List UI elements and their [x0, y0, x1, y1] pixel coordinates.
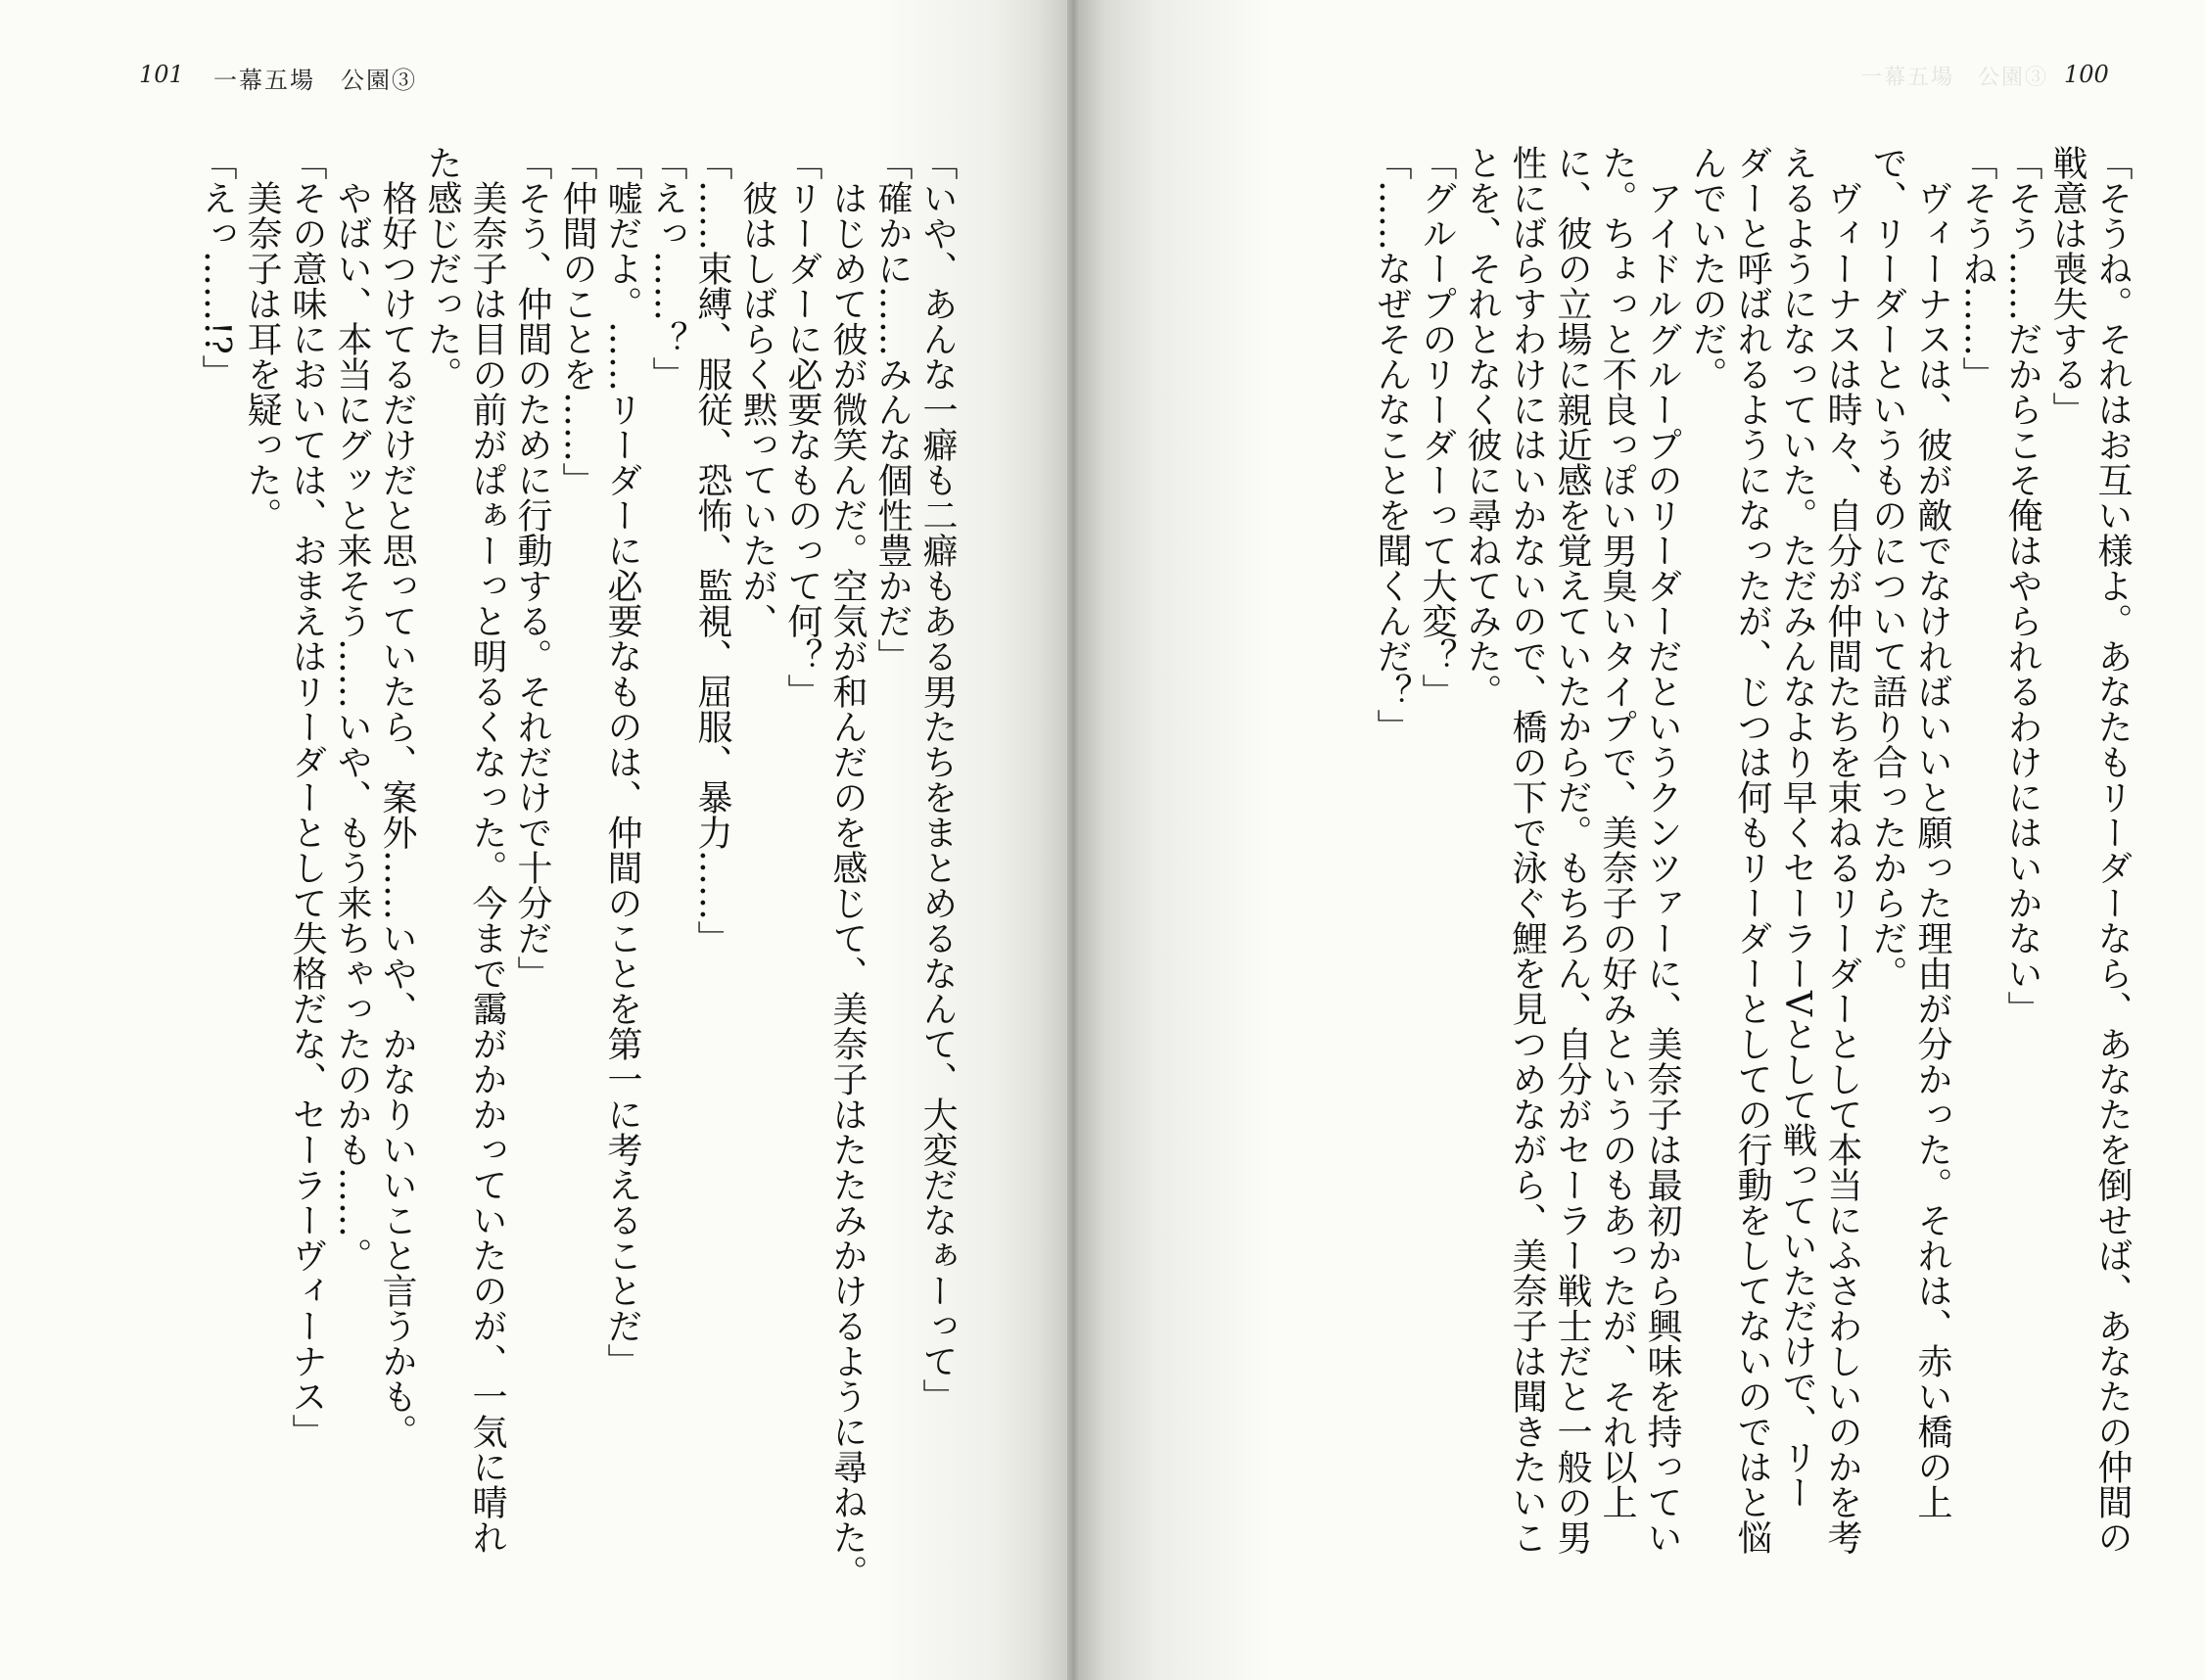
text-line: に、彼の立場に親近感を覚えていたからだ。もちろん、自分がセーラー戦士だと一般の男 [1552, 145, 1592, 1555]
text-line: 美奈子は耳を疑った。 [242, 145, 282, 533]
text-line: んでいたのだ。 [1687, 145, 1727, 392]
left-page-number: 101 [139, 61, 184, 88]
text-line: アイドルグループのリーダーだというクンツァーに、美奈子は最初から興味を持ってい [1642, 145, 1682, 1555]
text-line: 「……なぜそんなことを聞くんだ？」 [1372, 145, 1412, 744]
text-line: 「えっ……!?」 [197, 145, 237, 390]
text-line: た。ちょっと不良っぽい男臭いタイプで、美奈子の好みというのもあったが、それ以上 [1597, 145, 1637, 1519]
text-line: 「そう、仲間のために行動する。それだけで十分だ」 [512, 145, 552, 991]
show-through-header: 一幕五場 公園③ [1860, 66, 2049, 90]
text-line: で、リーダーというものについて語り合ったからだ。 [1867, 145, 1907, 991]
text-line: 「そう……だからこそ俺はやられるわけにはいかない」 [2002, 145, 2042, 1026]
text-line: 美奈子は目の前がぱぁーっと明るくなった。今まで靄がかかっていたのが、一気に晴れ [467, 145, 507, 1555]
book-gutter [1038, 0, 1106, 1680]
text-line: 彼はしばらく黙っていたが、 [737, 145, 777, 638]
text-line: 性にばらすわけにはいかないので、橋の下で泳ぐ鯉を見つめながら、美奈子は聞きたいこ [1507, 145, 1547, 1555]
text-line: ヴィーナスは時々、自分が仲間たちを束ねるリーダーとして本当にふさわしいのかを考 [1822, 145, 1862, 1555]
text-line: 「リーダーに必要なものって何？」 [782, 145, 822, 709]
text-line: た感じだった。 [422, 145, 462, 392]
text-line: 「……束縛、服従、恐怖、監視、屈服、暴力……」 [692, 145, 732, 956]
text-line: えるようになっていた。ただみんなより早くセーラーVとして戦っていただけで、リー [1777, 145, 1817, 1510]
text-line: 「えっ……？」 [647, 145, 687, 392]
text-line: 「そうね……」 [1957, 145, 1997, 392]
text-line: 戦意は喪失する」 [2047, 145, 2088, 427]
text-line: 「いや、あんな一癖も二癖もある男たちをまとめるなんて、大変だなぁーって」 [917, 145, 958, 1414]
text-line: 格好つけてるだけだと思っていたら、案外……いや、かなりいいこと言うかも。 [377, 145, 417, 1449]
right-page-text [1155, 145, 2135, 1628]
chapter-title: 一幕五場 公園③ [213, 67, 417, 94]
left-page-text [137, 145, 960, 1628]
text-line: ヴィーナスは、彼が敵でなければいいと願った理由が分かった。それは、赤い橋の上 [1912, 145, 1952, 1519]
text-line: 「仲間のことを……」 [557, 145, 597, 497]
text-line: 「そうね。それはお互い様よ。あなたもリーダーなら、あなたを倒せば、あなたの仲間の [2092, 145, 2133, 1555]
text-line: 「嘘だよ。……リーダーに必要なものは、仲間のことを第一に考えることだ」 [602, 145, 642, 1378]
text-line: やばい、本当にグッと来そう……いや、もう来ちゃったのかも……。 [332, 145, 372, 1273]
text-line: 「その意味においては、おまえはリーダーとして失格だな、セーラーヴィーナス」 [287, 145, 327, 1449]
text-line: とを、それとなく彼に尋ねてみた。 [1462, 145, 1502, 709]
right-page-number: 100 [2064, 61, 2109, 88]
text-line: 「グループのリーダーって大変？」 [1417, 145, 1457, 709]
text-line: 「確かに……みんな個性豊かだ」 [872, 145, 913, 674]
text-line: はじめて彼が微笑んだ。空気が和んだのを感じて、美奈子はたたみかけるように尋ねた。 [827, 145, 868, 1590]
text-line: ダーと呼ばれるようになったが、じつは何もリーダーとしての行動をしてないのではと悩 [1732, 145, 1772, 1555]
